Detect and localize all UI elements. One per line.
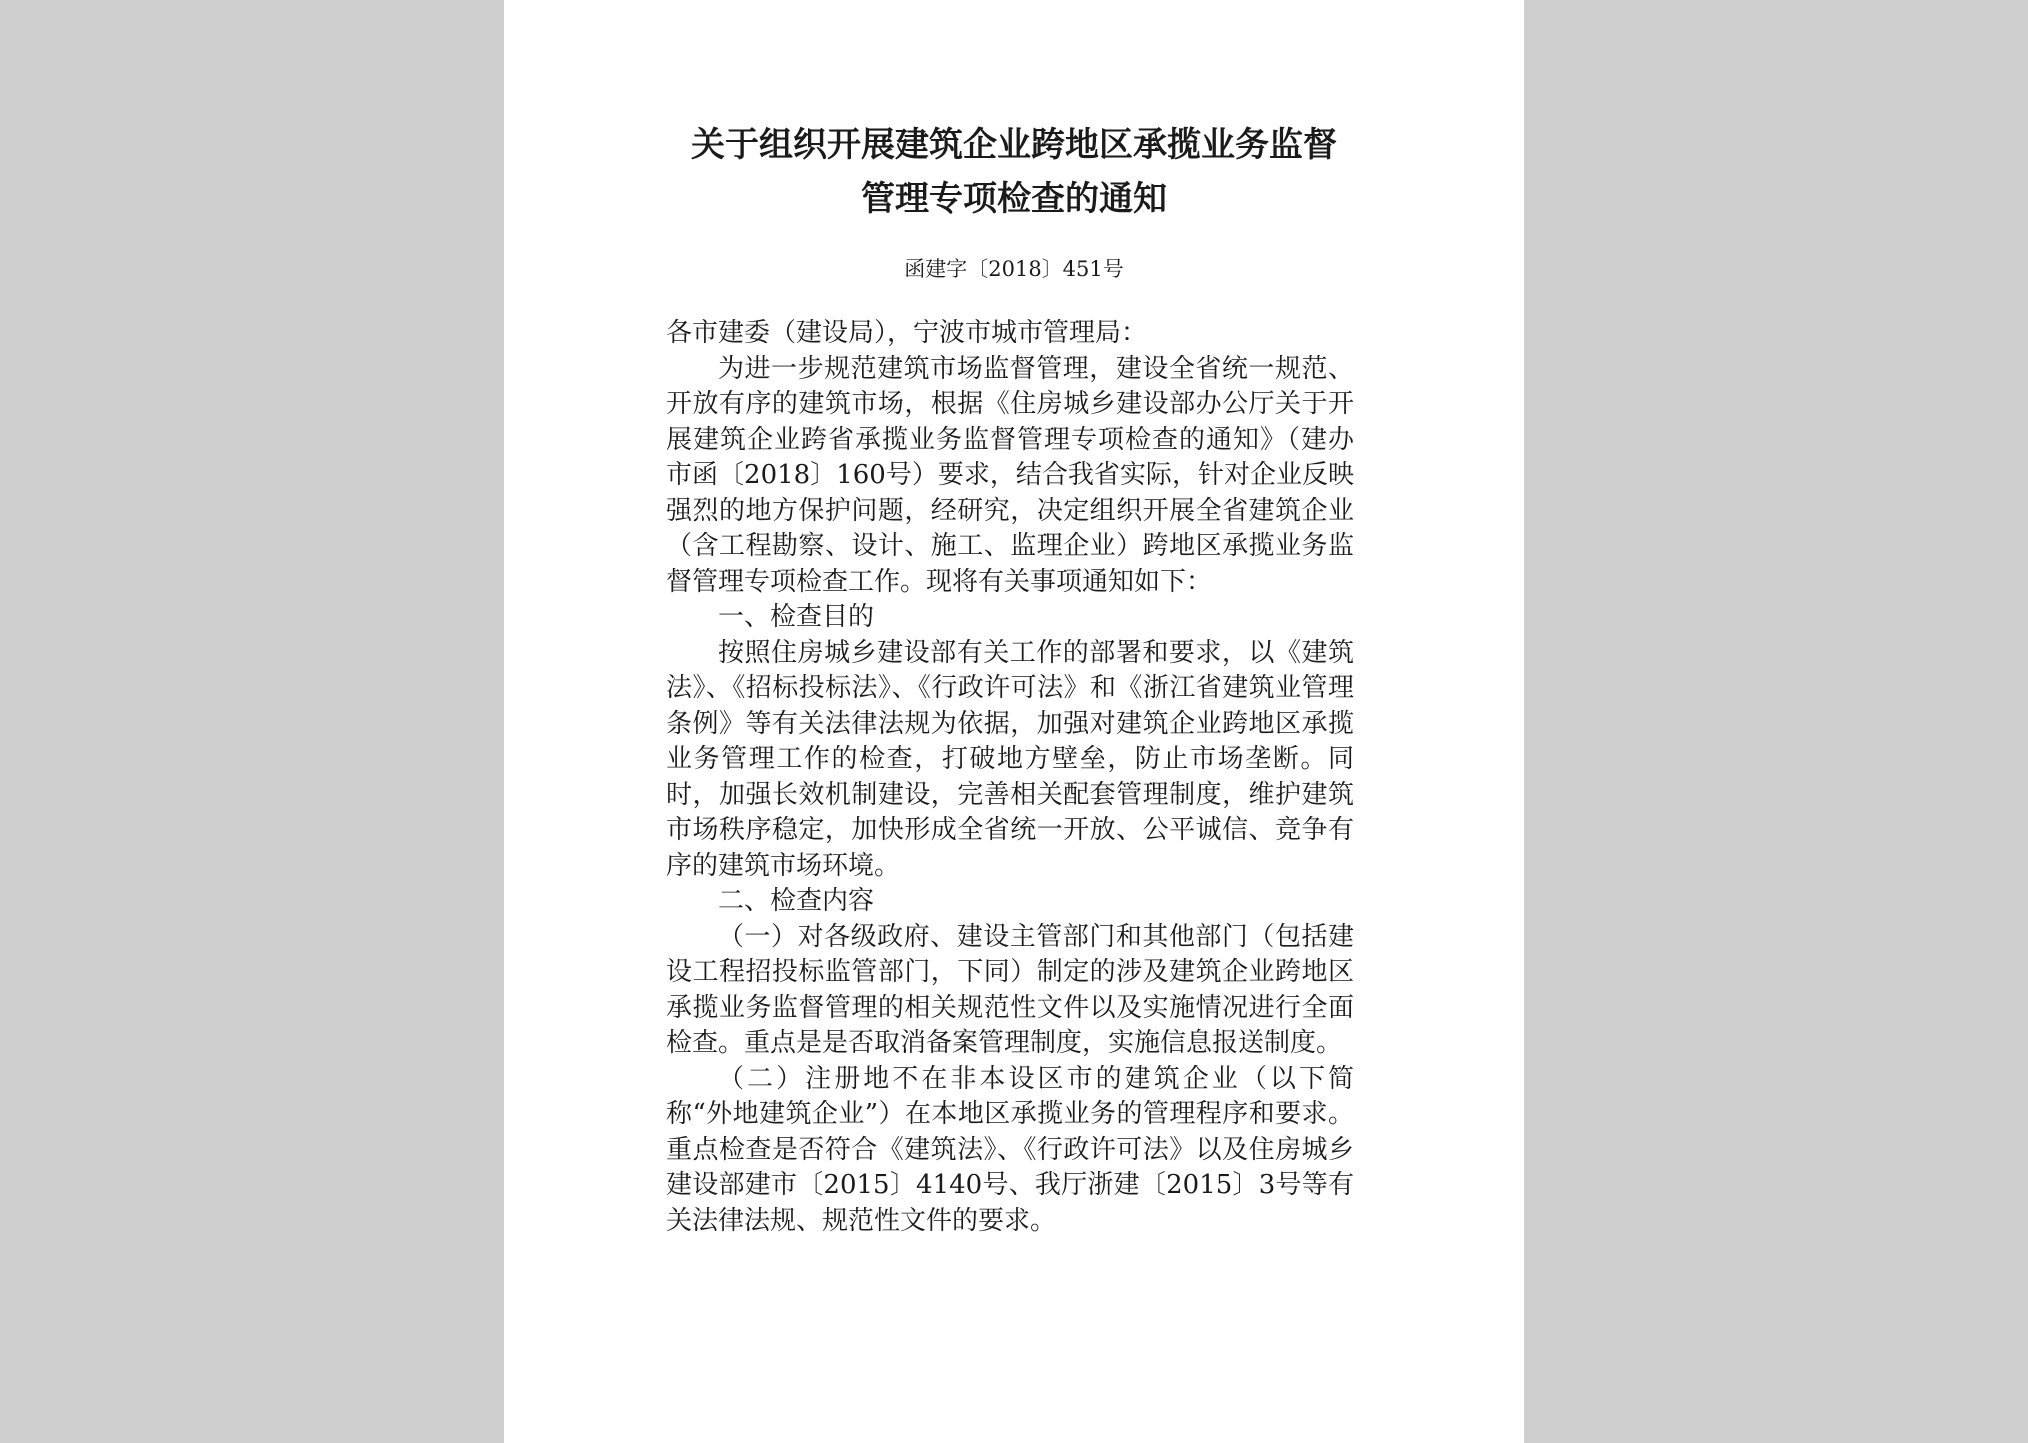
salutation: 各市建委（建设局），宁波市城市管理局： — [666, 318, 1148, 348]
title-line-2: 管理专项检查的通知 — [861, 179, 1167, 219]
section-heading-purpose: 一、检查目的 — [718, 602, 875, 632]
document-title — [504, 118, 1524, 226]
paragraph-content-1: （一）对各级政府、建设主管部门和其他部门（包括建设工程招投标监管部门，下同）制定的涉及建筑企业跨地区承揽业务监督管理的相关规范性文件以及实施情况进行全面检查。重点是是否取消备案管理制度，实施信息报送制度。 — [666, 921, 1354, 1058]
paragraph-purpose: 按照住房城乡建设部有关工作的部署和要求，以《建筑法》、《招标投标法》、《行政许可法》和《浙江省建筑业管理条例》等有关法律法规为依据，加强对建筑企业跨地区承揽业务管理工作的检查，打破地方壁垒，防止市场垄断。同时，加强长效机制建设，完善相关配套管理制度，维护建筑市场秩序稳定，加快形成全省统一开放、公平诚信、竞争有序的建筑市场环境。 — [666, 637, 1354, 881]
document-body — [666, 316, 1354, 1239]
paragraph-content-2: （二）注册地不在非本设区市的建筑企业（以下简称“外地建筑企业”）在本地区承揽业务的管理程序和要求。重点检查是否符合《建筑法》、《行政许可法》以及住房城乡建设部建市〔2015〕4140号、我厅浙建〔2015〕3号等有关法律法规、规范性文件的要求。 — [666, 1063, 1354, 1236]
paragraph-intro: 为进一步规范建筑市场监督管理，建设全省统一规范、开放有序的建筑市场，根据《住房城乡建设部办公厅关于开展建筑企业跨省承揽业务监督管理专项检查的通知》（建办市函〔2018〕160号）要求，结合我省实际，针对企业反映强烈的地方保护问题，经研究，决定组织开展全省建筑企业（含工程勘察、设计、施工、监理企业）跨地区承揽业务监督管理专项检查工作。现将有关事项通知如下： — [666, 353, 1354, 597]
document-page — [504, 0, 1524, 1443]
section-heading-content: 二、检查内容 — [718, 886, 875, 916]
document-number: 函建字〔2018〕451号 — [904, 257, 1124, 281]
title-line-1: 关于组织开展建筑企业跨地区承揽业务监督 — [691, 125, 1337, 165]
